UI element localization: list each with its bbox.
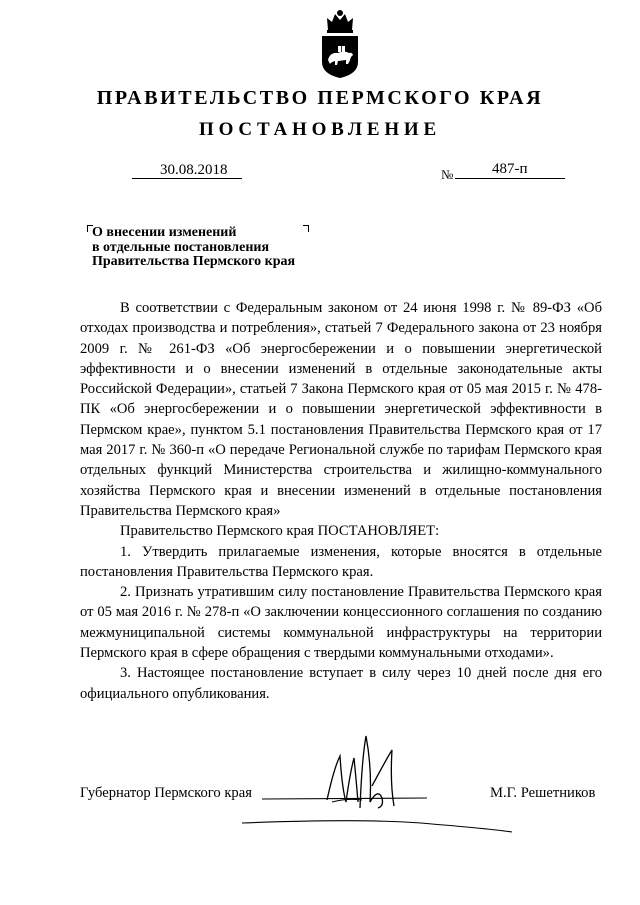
document-type: ПОСТАНОВЛЕНИЕ — [199, 119, 441, 140]
document-subject — [92, 226, 352, 270]
signatory-title: Губернатор Пермского края — [80, 785, 252, 801]
subject-line: в отдельные постановления — [92, 239, 270, 255]
handwritten-signature — [222, 728, 522, 838]
number-sign: № — [441, 167, 454, 182]
organization-name: ПРАВИТЕЛЬСТВО ПЕРМСКОГО КРАЯ — [96, 87, 544, 109]
document-date: 30.08.2018 — [160, 162, 228, 178]
perm-coat-of-arms-emblem — [318, 8, 362, 80]
document-number: 487-п — [492, 161, 528, 177]
resolves-paragraph: Правительство Пермского края ПОСТАНОВЛЯЕТ: — [120, 523, 440, 540]
document-body — [80, 298, 602, 704]
subject-line: О внесении изменений — [92, 225, 237, 240]
subject-line: Правительства Пермского края — [92, 254, 296, 269]
signatory-name: М.Г. Решетников — [490, 785, 596, 801]
number-underline — [455, 178, 565, 179]
item-paragraph: 2. Признать утратившим силу постановление Правительства Пермского края от 05 мая 2016 г. № 278-п «О заключении концессионного соглашения по созданию межмуниципальной системы коммунальной инфраструктуры на территории Пермского края в сфере обращения с твердыми коммунальными отходами». — [80, 584, 602, 662]
preamble-paragraph: В соответствии с Федеральным законом от 24 июня 1998 г. № 89-ФЗ «Об отходах производства и потребления», статьей 7 Федерального закона от 23 ноября 2009 г. № 261-ФЗ «Об энергосбережении и о повышении энергетической эффективности и о внесении изменений в отдельные законодательные акты Российской Федерации», статьей 7 Закона Пермского края от 05 мая 2015 г. № 478-ПК «Об энергосбережении и о повышении энергетической эффективности в Пермском крае», пунктом 5.1 постановления Правительства Пермского края от 17 мая 2017 г. № 360-п «О передаче Региональной службе по тарифам Пермского края отдельных функций Министерства строительства и жилищно-коммунального хозяйства Пермского края и внесении изменений в отдельные постановления Правительства Пермского края» — [80, 300, 602, 519]
item-paragraph: 3. Настоящее постановление вступает в силу через 10 дней после дня его официального опубликования. — [80, 665, 602, 702]
item-paragraph: 1. Утвердить прилагаемые изменения, которые вносятся в отдельные постановления Правительства Пермского края. — [80, 543, 602, 580]
